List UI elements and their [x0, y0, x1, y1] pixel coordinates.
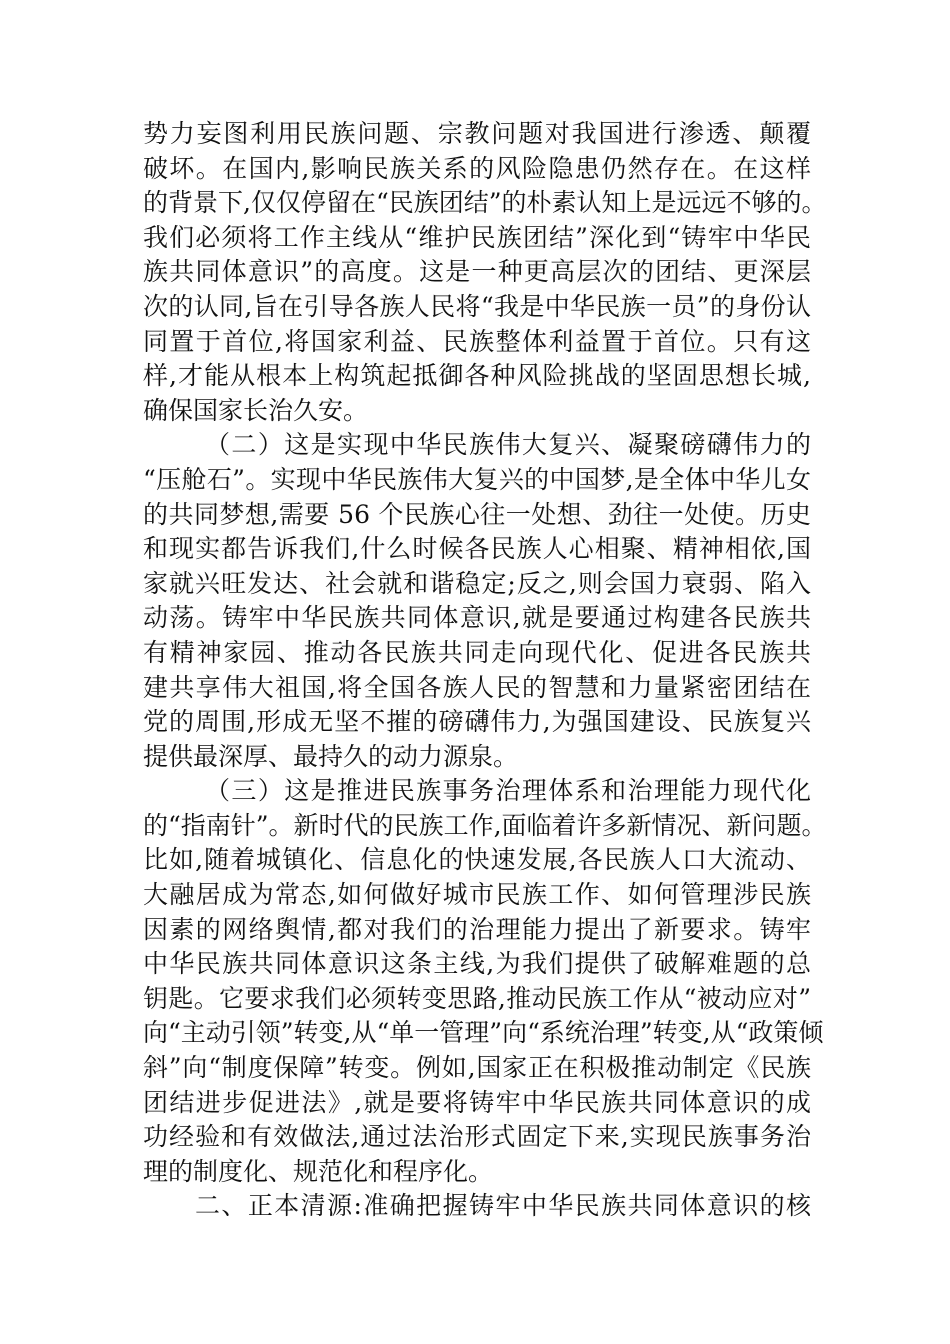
paragraph-2 — [143, 428, 811, 774]
text-line: 族共同体意识”的高度。这是一种更高层次的团结、更深层 — [143, 257, 811, 287]
text-line: 我们必须将工作主线从“维护民族团结”深化到“铸牢中华民 — [143, 222, 811, 252]
text-line: 同置于首位,将国家利益、民族整体利益置于首位。只有这 — [143, 326, 811, 356]
paragraph-3 — [143, 774, 827, 1189]
text-line: 钥匙。它要求我们必须转变思路,推动民族工作从“被动应对” — [143, 983, 811, 1013]
text-line: 党的周围,形成无坚不摧的磅礴伟力,为强国建设、民族复兴 — [143, 707, 811, 737]
text-line: 大融居成为常态,如何做好城市民族工作、如何管理涉民族 — [143, 880, 811, 910]
text-line: 理的制度化、规范化和程序化。 — [143, 1156, 494, 1186]
text-line: 破坏。在国内,影响民族关系的风险隐患仍然存在。在这样 — [143, 153, 811, 183]
text-line: 的共同梦想,需要 56 个民族心往一处想、劲往一处使。历史 — [143, 499, 811, 529]
text-line: 和现实都告诉我们,什么时候各民族人心相聚、精神相依,国 — [143, 534, 811, 564]
document-body — [143, 117, 827, 1224]
text-line: （二）这是实现中华民族伟大复兴、凝聚磅礴伟力的 — [205, 430, 811, 460]
text-line: 提供最深厚、最持久的动力源泉。 — [143, 741, 519, 771]
text-line: 动荡。铸牢中华民族共同体意识,就是要通过构建各民族共 — [143, 603, 811, 633]
text-line: 比如,随着城镇化、信息化的快速发展,各民族人口大流动、 — [143, 845, 811, 875]
text-line: 建共享伟大祖国,将全国各族人民的智慧和力量紧密团结在 — [143, 672, 811, 702]
text-line: 有精神家园、推动各民族共同走向现代化、促进各民族共 — [143, 637, 811, 667]
text-line: 的背景下,仅仅停留在“民族团结”的朴素认知上是远远不够的。 — [143, 188, 827, 218]
text-line: 团结进步促进法》,就是要将铸牢中华民族共同体意识的成 — [143, 1087, 811, 1117]
text-line: 势力妄图利用民族问题、宗教问题对我国进行渗透、颠覆 — [143, 119, 811, 148]
section-heading — [143, 1189, 811, 1224]
text-line: 功经验和有效做法,通过法治形式固定下来,实现民族事务治 — [143, 1122, 811, 1152]
paragraph-1 — [143, 117, 827, 428]
text-line: 次的认同,旨在引导各族人民将“我是中华民族一员”的身份认 — [143, 291, 811, 321]
text-line: 的“指南针”。新时代的民族工作,面临着许多新情况、新问题。 — [143, 810, 827, 840]
text-line: “压舱石”。实现中华民族伟大复兴的中国梦,是全体中华儿女 — [143, 464, 811, 494]
text-line: 因素的网络舆情,都对我们的治理能力提出了新要求。铸牢 — [143, 914, 811, 944]
text-line: 家就兴旺发达、社会就和谐稳定;反之,则会国力衰弱、陷入 — [143, 568, 811, 598]
text-line: 确保国家长治久安。 — [143, 395, 369, 425]
section-heading-text: 二、正本清源:准确把握铸牢中华民族共同体意识的核 — [195, 1191, 811, 1221]
text-line: 向“主动引领”转变,从“单一管理”向“系统治理”转变,从“政策倾 — [143, 1018, 824, 1048]
text-line: 样,才能从根本上构筑起抵御各种风险挑战的坚固思想长城, — [143, 361, 811, 391]
text-line: 斜”向“制度保障”转变。例如,国家正在积极推动制定《民族 — [143, 1053, 811, 1083]
text-line: 中华民族共同体意识这条主线,为我们提供了破解难题的总 — [143, 949, 811, 979]
text-line: （三）这是推进民族事务治理体系和治理能力现代化 — [205, 776, 811, 806]
